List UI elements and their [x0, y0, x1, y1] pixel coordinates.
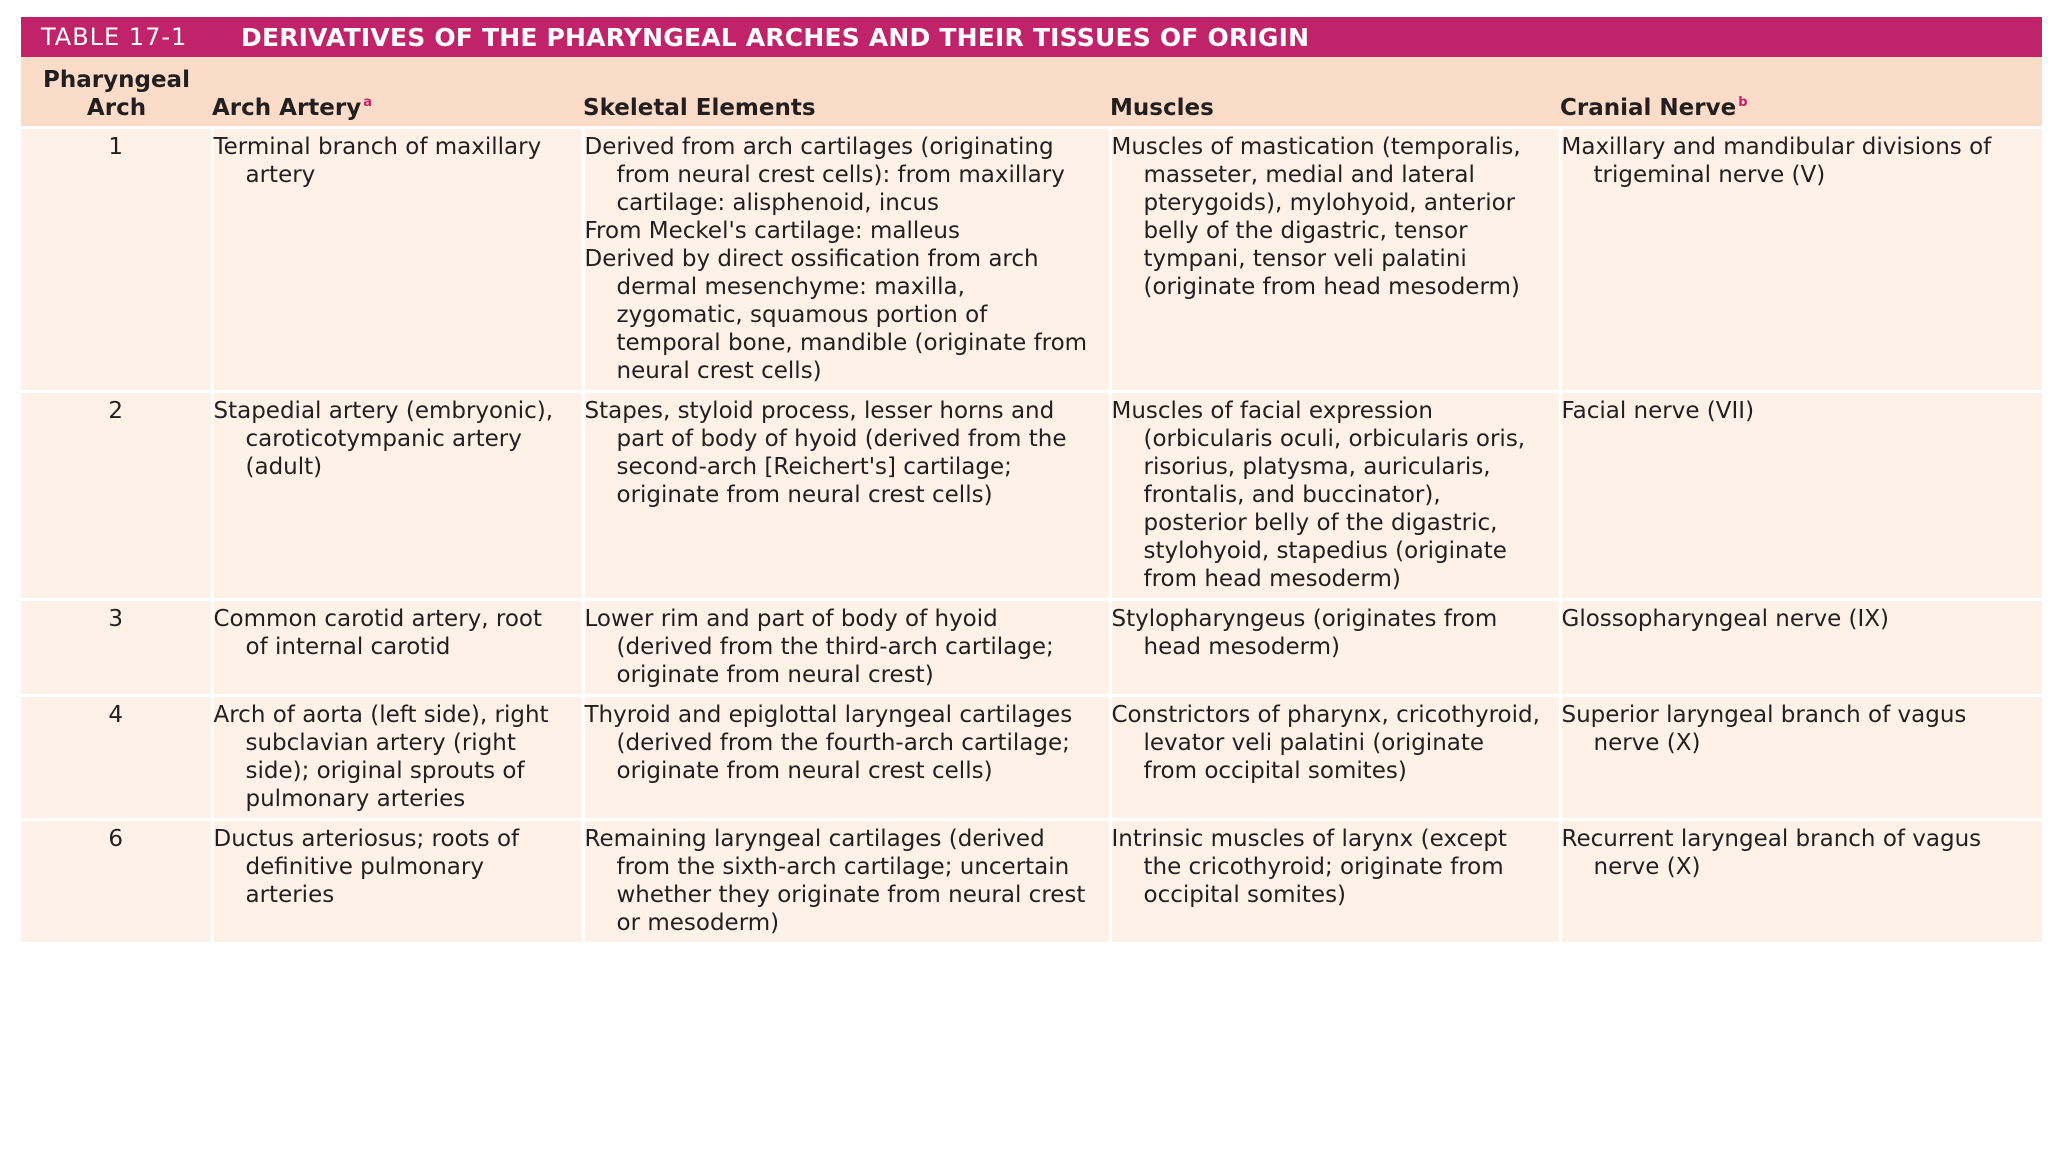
cell-skeletal-text: From Meckel's cartilage: malleus — [584, 217, 960, 244]
cell-skeletal-text: Remaining laryngeal cartilages (derived from the sixth-arch cartilage; uncertain whether they originate from neural crest or mesoderm) — [584, 825, 1086, 936]
cell-skeletal-text: Stapes, styloid process, lesser horns and part of body of hyoid (derived from the second-arch [Reichert's] cartilage; originate from neural crest cells) — [584, 397, 1067, 508]
cell-skeletal — [583, 391, 1110, 599]
cell-muscles-text: Muscles of mastication (temporalis, masseter, medial and lateral pterygoids), mylohyoid, anterior belly of the digastric, tensor tympani, tensor veli palatini (originate from head mesoderm) — [1111, 133, 1521, 300]
cell-skeletal-text: Derived by direct ossification from arch dermal mesenchyme: maxilla, zygomatic, squamous portion of temporal bone, mandible (originate from neural crest cells) — [584, 245, 1088, 384]
cell-artery-text: Common carotid artery, root of internal carotid — [213, 605, 543, 660]
cell-muscles-text: Intrinsic muscles of larynx (except the cricothyroid; originate from occipital somites) — [1111, 825, 1507, 908]
header-arch-line2: Arch — [86, 94, 147, 121]
cell-nerve-text: Facial nerve (VII) — [1561, 397, 1755, 424]
cell-nerve-text: Recurrent laryngeal branch of vagus nerve (X) — [1561, 825, 1982, 880]
cell-skeletal-text: Thyroid and epiglottal laryngeal cartilages (derived from the fourth-arch cartilage; originate from neural crest cells) — [584, 701, 1073, 784]
header-arch-line1: Pharyngeal — [43, 66, 190, 93]
data-table — [21, 57, 2042, 942]
cell-nerve — [1560, 819, 2042, 942]
table-row — [21, 127, 2042, 391]
cell-nerve — [1560, 695, 2042, 819]
cell-muscles-text: Muscles of facial expression (orbicularis oculi, orbicularis oris, risorius, platysma, auricularis, frontalis, and buccinator), posterior belly of the digastric, stylohyoid, stapedius (originate from head mesoderm) — [1111, 397, 1526, 592]
cell-nerve — [1560, 391, 2042, 599]
header-artery-footnote: a — [363, 94, 373, 110]
header-artery — [212, 57, 583, 127]
cell-artery-text: Ductus arteriosus; roots of definitive pulmonary arteries — [213, 825, 520, 908]
cell-arch: 2 — [108, 397, 124, 424]
cell-artery-text: Arch of aorta (left side), right subclavian artery (right side); original sprouts of pulmonary arteries — [213, 701, 549, 812]
cell-nerve-text: Superior laryngeal branch of vagus nerve (X) — [1561, 701, 1967, 756]
cell-artery-text: Terminal branch of maxillary artery — [213, 133, 542, 188]
cell-muscles — [1110, 695, 1560, 819]
cell-skeletal — [583, 819, 1110, 942]
header-muscles-label: Muscles — [1110, 94, 1214, 121]
table-title: DERIVATIVES OF THE PHARYNGEAL ARCHES AND THEIR TISSUES OF ORIGIN — [241, 22, 1310, 52]
cell-muscles — [1110, 127, 1560, 391]
cell-artery — [212, 391, 583, 599]
cell-arch: 3 — [108, 605, 124, 632]
table-body — [21, 127, 2042, 942]
table-row — [21, 599, 2042, 695]
cell-artery-text: Stapedial artery (embryonic), caroticotympanic artery (adult) — [213, 397, 554, 480]
header-nerve-footnote: b — [1738, 94, 1748, 110]
table-row — [21, 819, 2042, 942]
table-number: TABLE 17-1 — [41, 23, 188, 51]
cell-artery — [212, 127, 583, 391]
cell-arch: 1 — [108, 133, 124, 160]
table-row — [21, 391, 2042, 599]
cell-arch: 4 — [108, 701, 124, 728]
header-artery-label: Arch Artery — [212, 94, 362, 121]
cell-muscles — [1110, 819, 1560, 942]
cell-muscles — [1110, 599, 1560, 695]
cell-skeletal-text: Lower rim and part of body of hyoid (derived from the third-arch cartilage; originate from neural crest) — [584, 605, 1054, 688]
cell-artery — [212, 599, 583, 695]
cell-skeletal — [583, 127, 1110, 391]
header-skeletal-label: Skeletal Elements — [583, 94, 816, 121]
cell-nerve — [1560, 599, 2042, 695]
cell-artery — [212, 819, 583, 942]
header-nerve — [1560, 57, 2042, 127]
cell-nerve-text: Maxillary and mandibular divisions of trigeminal nerve (V) — [1561, 133, 1992, 188]
cell-arch: 6 — [108, 825, 124, 852]
header-nerve-label: Cranial Nerve — [1560, 94, 1737, 121]
derivatives-table — [21, 17, 2042, 942]
cell-skeletal — [583, 599, 1110, 695]
header-muscles — [1110, 57, 1560, 127]
cell-muscles-text: Stylopharyngeus (originates from head mesoderm) — [1111, 605, 1498, 660]
cell-skeletal-text: Derived from arch cartilages (originating from neural crest cells): from maxillary cartilage: alisphenoid, incus — [584, 133, 1065, 216]
table-title-bar — [21, 17, 2042, 57]
cell-skeletal — [583, 695, 1110, 819]
cell-nerve-text: Glossopharyngeal nerve (IX) — [1561, 605, 1890, 632]
cell-nerve — [1560, 127, 2042, 391]
header-row — [21, 57, 2042, 127]
cell-artery — [212, 695, 583, 819]
table-row — [21, 695, 2042, 819]
header-arch — [21, 57, 212, 127]
cell-muscles-text: Constrictors of pharynx, cricothyroid, levator veli palatini (originate from occipital somites) — [1111, 701, 1540, 784]
header-skeletal — [583, 57, 1110, 127]
cell-muscles — [1110, 391, 1560, 599]
